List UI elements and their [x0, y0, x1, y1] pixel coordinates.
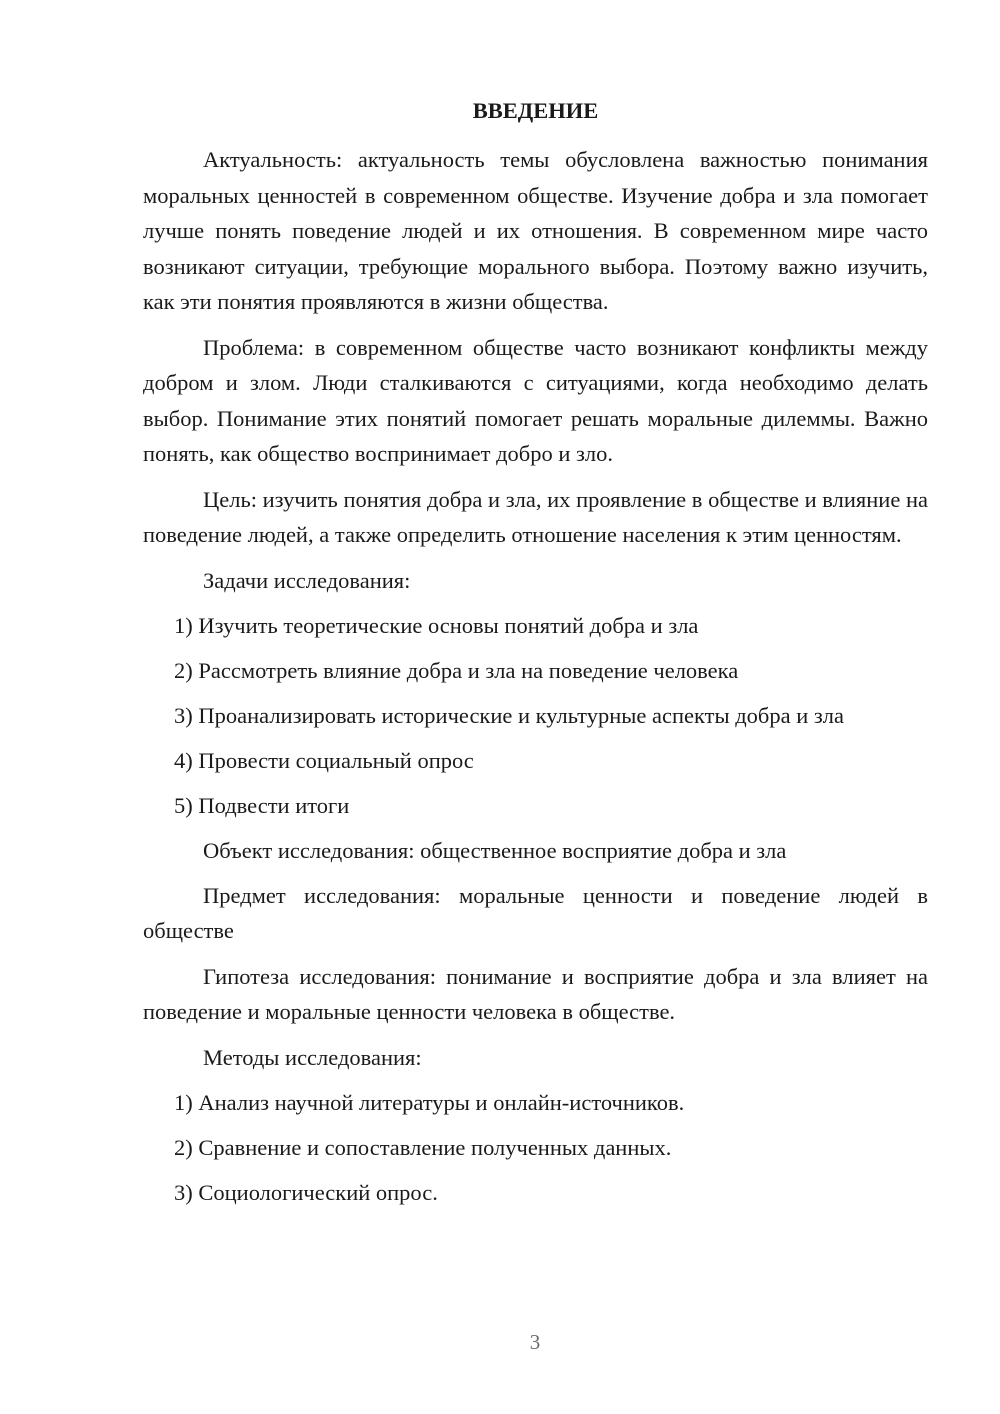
paragraph-problem: Проблема: в современном обществе часто возникают конфликты между добром и злом. Люди сталкиваются с ситуациями, когда необходимо делать выбор. Понимание этих понятий помогает решать моральные дилеммы. Важно понять, как общество воспринимает добро и зло. — [143, 334, 928, 466]
research-object: Объект исследования: общественное восприятие добра и зла — [203, 837, 787, 863]
document-page — [143, 96, 928, 1220]
task-item-1: 1) Изучить теоретические основы понятий добра и зла — [174, 612, 699, 638]
research-subject: Предмет исследования: моральные ценности и поведение людей в обществе — [143, 882, 928, 943]
task-item-4: 4) Провести социальный опрос — [174, 747, 474, 773]
page-title: ВВЕДЕНИЕ — [472, 98, 599, 123]
tasks-label: Задачи исследования: — [203, 567, 411, 593]
paragraph-relevance: Актуальность: актуальность темы обусловлена важностью понимания моральных ценностей в современном обществе. Изучение добра и зла помогает лучше понять поведение людей и их отношения. В современном мире часто возникают ситуации, требующие морального выбора. Поэтому важно изучить, как эти понятия проявляются в жизни общества. — [143, 147, 928, 314]
task-item-3: 3) Проанализировать исторические и культурные аспекты добра и зла — [174, 702, 844, 728]
page-number: 3 — [529, 1330, 541, 1354]
method-item-3: 3) Социологический опрос. — [174, 1179, 438, 1205]
method-item-1: 1) Анализ научной литературы и онлайн-источников. — [174, 1089, 685, 1115]
task-item-2: 2) Рассмотреть влияние добра и зла на поведение человека — [174, 657, 739, 683]
research-hypothesis: Гипотеза исследования: понимание и восприятие добра и зла влияет на поведение и моральные ценности человека в обществе. — [143, 963, 928, 1024]
paragraph-goal: Цель: изучить понятия добра и зла, их проявление в обществе и влияние на поведение людей, а также определить отношение населения к этим ценностям. — [143, 486, 928, 547]
methods-label: Методы исследования: — [203, 1044, 422, 1070]
task-item-5: 5) Подвести итоги — [174, 792, 350, 818]
method-item-2: 2) Сравнение и сопоставление полученных данных. — [174, 1134, 672, 1160]
